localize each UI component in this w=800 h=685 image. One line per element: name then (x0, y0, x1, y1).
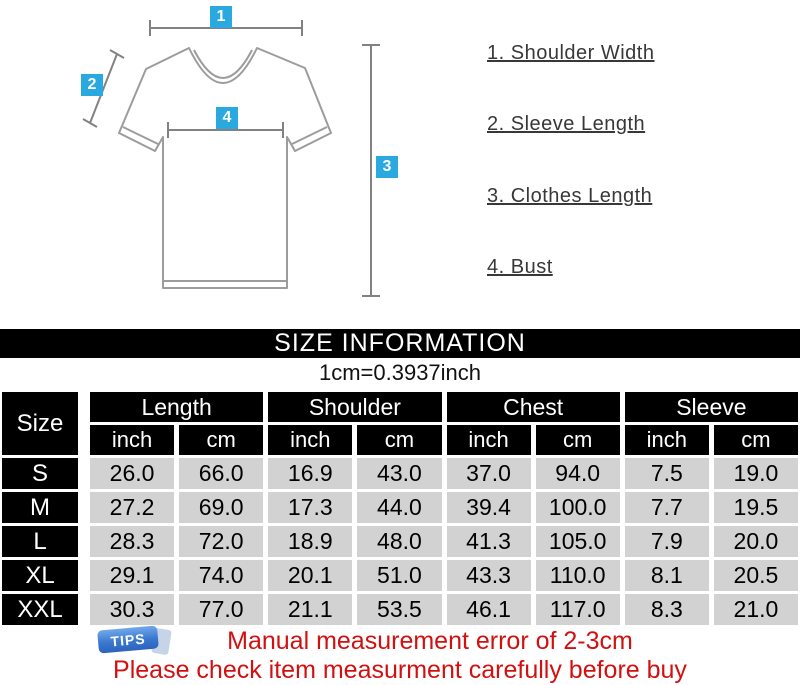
table-cell: 117.0 (536, 594, 620, 625)
table-cell: 100.0 (536, 492, 620, 523)
size-label-s: S (2, 458, 78, 489)
measure-marker-3: 3 (376, 156, 398, 178)
size-label-xxl: XXL (2, 594, 78, 625)
tshirt-illustration (0, 0, 430, 328)
table-cell: 7.9 (625, 526, 709, 557)
table-cell: 8.1 (625, 560, 709, 591)
measure-marker-4: 4 (216, 107, 238, 129)
table-cell: 69.0 (179, 492, 263, 523)
legend-bust: 4. Bust (487, 256, 553, 278)
table-cell: 18.9 (268, 526, 352, 557)
measurement-error-note: Manual measurement error of 2-3cm (227, 627, 633, 655)
unit-header: cm (536, 425, 620, 455)
table-cell: 46.1 (447, 594, 531, 625)
table-cell: 19.5 (714, 492, 798, 523)
table-cell: 20.1 (268, 560, 352, 591)
unit-conversion-note: 1cm=0.3937inch (318, 360, 482, 385)
unit-header: inch (625, 425, 709, 455)
table-cell: 8.3 (625, 594, 709, 625)
size-label-m: M (2, 492, 78, 523)
legend-shoulder-width: 1. Shoulder Width (487, 42, 655, 64)
table-cell: 66.0 (179, 458, 263, 489)
size-label-xl: XL (2, 560, 78, 591)
unit-header: inch (90, 425, 174, 455)
size-table (2, 392, 798, 625)
group-header-shoulder: Shoulder (268, 392, 441, 422)
measure-marker-2: 2 (81, 74, 103, 96)
table-cell: 21.0 (714, 594, 798, 625)
table-cell: 7.5 (625, 458, 709, 489)
table-cell: 19.0 (714, 458, 798, 489)
table-cell: 105.0 (536, 526, 620, 557)
table-cell: 53.5 (357, 594, 441, 625)
group-header-sleeve: Sleeve (625, 392, 798, 422)
table-cell: 77.0 (179, 594, 263, 625)
table-cell: 74.0 (179, 560, 263, 591)
table-cell: 29.1 (90, 560, 174, 591)
tips-ribbon-icon: TIPS (97, 625, 159, 653)
table-cell: 20.5 (714, 560, 798, 591)
size-column-header: Size (2, 392, 78, 455)
table-cell: 44.0 (357, 492, 441, 523)
table-cell: 30.3 (90, 594, 174, 625)
table-cell: 110.0 (536, 560, 620, 591)
table-cell: 16.9 (268, 458, 352, 489)
table-cell: 7.7 (625, 492, 709, 523)
tshirt-outline (119, 48, 331, 288)
table-cell: 26.0 (90, 458, 174, 489)
group-header-chest: Chest (447, 392, 620, 422)
table-cell: 72.0 (179, 526, 263, 557)
table-cell: 94.0 (536, 458, 620, 489)
table-cell: 20.0 (714, 526, 798, 557)
table-cell: 43.3 (447, 560, 531, 591)
size-information-banner: SIZE INFORMATION (0, 329, 800, 358)
legend-clothes-length: 3. Clothes Length (487, 185, 653, 207)
table-cell: 21.1 (268, 594, 352, 625)
table-cell: 28.3 (90, 526, 174, 557)
unit-header: inch (447, 425, 531, 455)
size-label-l: L (2, 526, 78, 557)
legend-sleeve-length: 2. Sleeve Length (487, 113, 646, 135)
table-cell: 48.0 (357, 526, 441, 557)
check-measurement-note: Please check item measurment carefully before buy (113, 656, 687, 684)
table-cell: 39.4 (447, 492, 531, 523)
table-cell: 37.0 (447, 458, 531, 489)
measurement-diagram (0, 0, 800, 328)
table-cell: 51.0 (357, 560, 441, 591)
table-cell: 17.3 (268, 492, 352, 523)
unit-header: cm (714, 425, 798, 455)
measure-marker-1: 1 (210, 6, 232, 28)
unit-header: cm (179, 425, 263, 455)
table-cell: 43.0 (357, 458, 441, 489)
unit-header: cm (357, 425, 441, 455)
table-cell: 27.2 (90, 492, 174, 523)
table-cell: 41.3 (447, 526, 531, 557)
unit-header: inch (268, 425, 352, 455)
group-header-length: Length (90, 392, 263, 422)
